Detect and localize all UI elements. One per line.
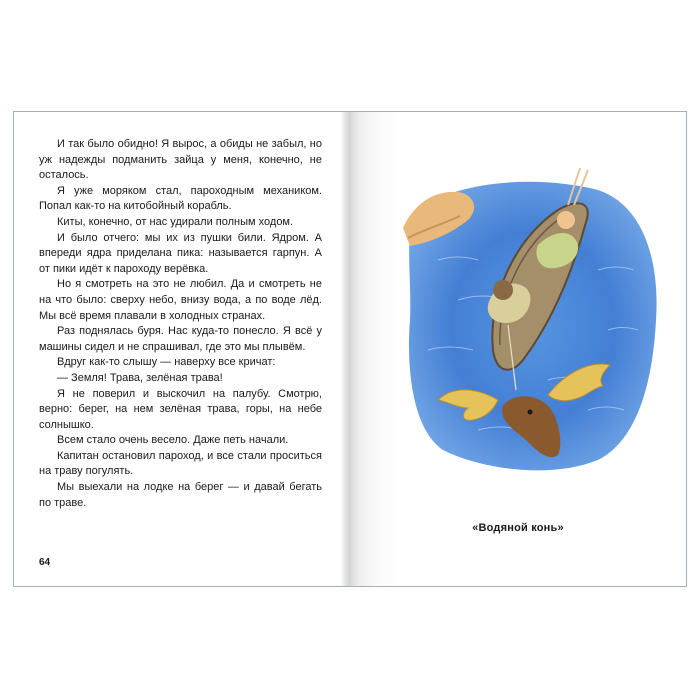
paragraph: Но я смотреть на это не любил. Да и смотреть не на что было: сверху небо, внизу вода, а по воде лёд. Мы всё время плавали в холодных странах.	[39, 278, 322, 322]
illustration-water-horse	[398, 150, 668, 490]
paragraph: Раз поднялась буря. Нас куда-то понесло. Я всё у машины сидел и не спрашивал, где это мы плывём.	[39, 325, 322, 353]
paragraph: Вдруг как-то слышу — наверху все кричат:	[57, 356, 276, 369]
paragraph: — Земля! Трава, зелёная трава!	[57, 371, 223, 384]
paragraph: Я не поверил и выскочил на палубу. Смотрю, верно: берег, на нем зелёная трава, горы, на небе солнышко.	[39, 387, 322, 431]
page-number: 64	[39, 557, 51, 568]
story-text	[39, 137, 322, 511]
paragraph: Всем стало очень весело. Даже петь начали.	[57, 434, 289, 447]
paragraph: Капитан остановил пароход, и все стали проситься на траву погулять.	[39, 449, 322, 478]
paragraph: Я уже моряком стал, пароходным механиком. Попал как-то на китобойный корабль.	[39, 184, 322, 213]
book-spine	[340, 112, 350, 586]
paragraph: И так было обидно! Я вырос, а обиды не забыл, но уж надежды подманить зайца у меня, конечно, не осталось.	[39, 138, 322, 182]
paragraph: Мы выехали на лодке на берег — и давай бегать по траве.	[39, 481, 322, 509]
paragraph: И было отчего: мы их из пушки били. Ядром. А впереди ядра приделана пика: называется гарпун. А от пики идёт к пароходу верёвка.	[39, 231, 322, 275]
left-page	[14, 112, 336, 586]
paragraph: Киты, конечно, от нас удирали полным ходом.	[57, 215, 294, 228]
illustration-caption: «Водяной конь»	[472, 522, 564, 534]
